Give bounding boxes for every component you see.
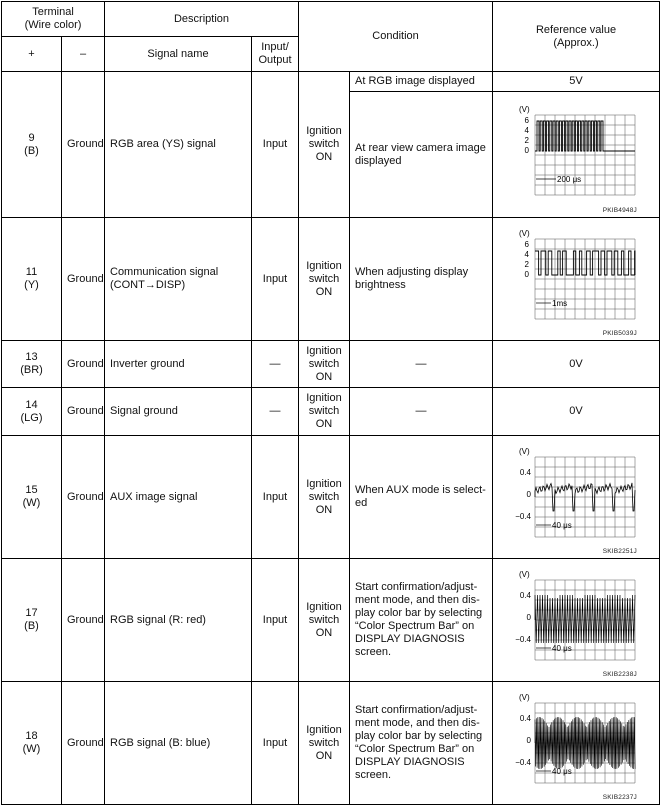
header-plus: + (2, 37, 62, 72)
figure-code: SKIB2237J (602, 794, 638, 801)
header-reference-value: Reference value (Approx.) (493, 2, 660, 72)
io-cell: Input (252, 72, 299, 218)
signal-name-cell: RGB signal (R: red) (105, 559, 252, 682)
ground-cell: Ground (62, 72, 105, 218)
signal-name-cell: Inverter ground (105, 341, 252, 388)
condition-cell: Start confirmation/adjust- ment mode, and then dis- play color bar by selecting “Color Spectrum Bar” on DISPLAY DIAGNOSIS screen. (350, 682, 493, 805)
header-terminal: Terminal (Wire color) (2, 2, 105, 37)
table-row (2, 436, 660, 559)
figure-code: PKIB4948J (602, 207, 638, 214)
ground-cell: Ground (62, 341, 105, 388)
wave-y-tick: 4 (524, 125, 530, 135)
io-cell: Input (252, 559, 299, 682)
figure-code: PKIB5039J (602, 330, 638, 337)
signal-name-cell: Communication signal (CONT→DISP) (105, 218, 252, 341)
wave-y-tick: 0 (526, 490, 532, 499)
wave-scale-label: 40 μs (552, 767, 572, 776)
header-description: Description (105, 2, 299, 37)
ground-cell: Ground (62, 682, 105, 805)
io-cell: — (252, 341, 299, 388)
wave-y-tick: 0 (524, 270, 530, 279)
condition-cell: At rear view camera image displayed (350, 92, 493, 218)
figure-code: SKIB2238J (602, 671, 638, 678)
signal-name-cell: Signal ground (105, 388, 252, 436)
header-minus: – (62, 37, 105, 72)
wave-unit-label: (V) (519, 104, 530, 114)
signal-name-cell: AUX image signal (105, 436, 252, 559)
table-row (2, 388, 660, 436)
ignition-cell: Ignition switch ON (299, 436, 350, 559)
table-row (2, 559, 660, 682)
waveform-rgb-area (511, 103, 641, 207)
io-cell: — (252, 388, 299, 436)
condition-cell: — (350, 388, 493, 436)
wave-y-tick: 0.4 (519, 591, 532, 600)
ground-cell: Ground (62, 436, 105, 559)
condition-cell: When adjusting display brightness (350, 218, 493, 341)
wave-y-tick: −0.4 (515, 758, 532, 767)
figure-code: SKIB2251J (602, 548, 638, 555)
io-cell: Input (252, 682, 299, 805)
wave-scale-label: 200 μs (557, 174, 582, 184)
wave-y-tick: 2 (524, 260, 530, 269)
wave-y-tick: 2 (524, 135, 530, 145)
condition-cell: — (350, 341, 493, 388)
wave-scale-label: 40 μs (552, 644, 572, 653)
waveform-cell (493, 682, 660, 805)
terminal-cell: 13 (BR) (2, 341, 62, 388)
waveform-rgb-red (511, 568, 641, 672)
table-row (2, 218, 660, 341)
ignition-cell: Ignition switch ON (299, 72, 350, 218)
header-signal-name: Signal name (105, 37, 252, 72)
reference-value-cell: 0V (493, 341, 660, 388)
ground-cell: Ground (62, 559, 105, 682)
ignition-cell: Ignition switch ON (299, 559, 350, 682)
waveform-cell (493, 436, 660, 559)
wave-y-tick: −0.4 (515, 512, 532, 521)
wave-y-tick: 4 (524, 250, 530, 259)
io-cell: Input (252, 218, 299, 341)
wave-scale-label: 40 μs (552, 521, 572, 530)
waveform-rgb-blue (511, 691, 641, 795)
terminal-cell: 14 (LG) (2, 388, 62, 436)
wave-y-tick: 6 (524, 240, 530, 249)
signal-name-cell: RGB signal (B: blue) (105, 682, 252, 805)
waveform-trace (535, 121, 635, 151)
terminal-cell: 15 (W) (2, 436, 62, 559)
wave-y-tick: 6 (524, 115, 530, 125)
terminal-cell: 17 (B) (2, 559, 62, 682)
condition-cell: Start confirmation/adjust- ment mode, and then dis- play color bar by selecting “Color Spectrum Bar” on DISPLAY DIAGNOSIS screen. (350, 559, 493, 682)
wave-unit-label: (V) (519, 447, 530, 456)
ignition-cell: Ignition switch ON (299, 341, 350, 388)
wave-y-tick: 0.4 (519, 714, 532, 723)
terminal-cell: 9 (B) (2, 72, 62, 218)
signal-name-cell: RGB area (YS) signal (105, 72, 252, 218)
ignition-cell: Ignition switch ON (299, 218, 350, 341)
waveform-cell (493, 559, 660, 682)
wave-unit-label: (V) (519, 570, 530, 579)
condition-cell: When AUX mode is select- ed (350, 436, 493, 559)
wave-y-tick: 0.4 (519, 468, 532, 477)
wave-scale-label: 1ms (552, 299, 568, 308)
waveform-communication (511, 227, 641, 331)
table-row (2, 341, 660, 388)
wave-unit-label: (V) (519, 693, 530, 702)
waveform-cell (493, 218, 660, 341)
wave-y-tick: −0.4 (515, 635, 532, 644)
reference-value-cell: 0V (493, 388, 660, 436)
wave-y-tick: 0 (526, 736, 532, 745)
terminal-cell: 11 (Y) (2, 218, 62, 341)
condition-cell: At RGB image displayed (350, 72, 493, 92)
wave-unit-label: (V) (519, 229, 530, 238)
header-input-output: Input/ Output (252, 37, 299, 72)
wave-y-tick: 0 (526, 613, 532, 622)
wave-y-tick: 0 (524, 145, 530, 155)
ignition-cell: Ignition switch ON (299, 682, 350, 805)
ground-cell: Ground (62, 388, 105, 436)
table-row (2, 72, 660, 92)
table-row (2, 682, 660, 805)
reference-value-cell: 5V (493, 72, 660, 92)
waveform-aux-image (511, 445, 641, 549)
terminal-cell: 18 (W) (2, 682, 62, 805)
waveform-cell (493, 92, 660, 218)
io-cell: Input (252, 436, 299, 559)
ground-cell: Ground (62, 218, 105, 341)
ignition-cell: Ignition switch ON (299, 388, 350, 436)
header-condition: Condition (299, 2, 493, 72)
terminal-reference-table (1, 1, 660, 805)
